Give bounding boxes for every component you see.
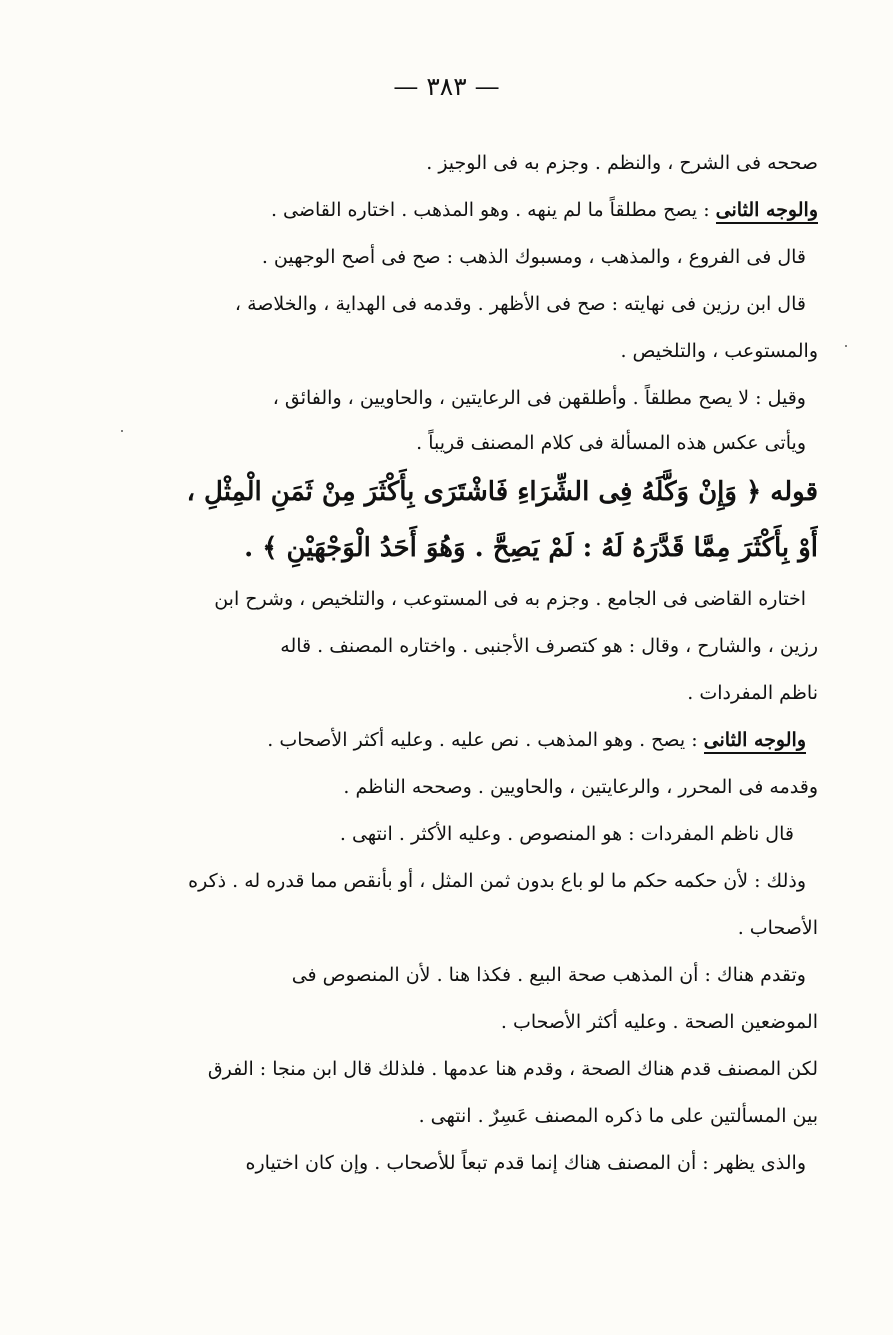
text-line: والذى يظهر : أن المصنف هناك إنما قدم تبعاً للأصحاب . وإن كان اختياره (245, 1152, 806, 1174)
text-line: بين المسألتين على ما ذكره المصنف عَسِرٌ . انتهى . (418, 1105, 818, 1127)
section-lead: والوجه الثانى (704, 729, 806, 754)
text-line: قال فى الفروع ، والمذهب ، ومسبوك الذهب : صح فى أصح الوجهين . (261, 246, 806, 268)
text-line: صححه فى الشرح ، والنظم . وجزم به فى الوجيز . (426, 152, 818, 174)
text-line: الموضعين الصحة . وعليه أكثر الأصحاب . (500, 1011, 818, 1033)
paper-speck (845, 345, 847, 347)
text-line: اختاره القاضى فى الجامع . وجزم به فى المستوعب ، والتلخيص ، وشرح ابن (214, 588, 806, 610)
text-line: وتقدم هناك : أن المذهب صحة البيع . فكذا هنا . لأن المنصوص فى (291, 964, 806, 986)
text-line: الأصحاب . (737, 917, 818, 939)
text-line: رزين ، والشارح ، وقال : هو كتصرف الأجنبى . واختاره المصنف . قاله (280, 635, 818, 657)
text-run: : يصح . وهو المذهب . نص عليه . وعليه أكثر الأصحاب . (267, 729, 698, 751)
text-line: وقيل : لا يصح مطلقاً . وأطلقهن فى الرعايتين ، والحاويين ، والفائق ، (272, 387, 806, 409)
text-line: وقدمه فى المحرر ، والرعايتين ، والحاويين . وصححه الناظم . (343, 776, 818, 798)
text-line: والمستوعب ، والتلخيص . (620, 340, 818, 362)
quoted-text-line: قوله ﴿ وَإِنْ وَكَّلَهُ فِى الشِّرَاءِ فَاشْتَرَى بِأَكْثَرَ مِنْ ثَمَنِ الْمِثْلِ ، (186, 477, 818, 507)
text-line (178, 717, 818, 764)
body-text (178, 140, 818, 1187)
quoted-text-line: أَوْ بِأَكْثَرَ مِمَّا قَدَّرَهُ لَهُ : لَمْ يَصِحَّ . وَهُوَ أَحَدُ الْوَجْهَيْنِ ﴾ . (244, 533, 818, 563)
text-line: قال ابن رزين فى نهايته : صح فى الأظهر . وقدمه فى الهداية ، والخلاصة ، (234, 293, 806, 315)
text-run: : يصح مطلقاً ما لم ينهه . وهو المذهب . اختاره القاضى . (270, 199, 710, 221)
text-line: لكن المصنف قدم هناك الصحة ، وقدم هنا عدمها . فلذلك قال ابن منجا : الفرق (207, 1058, 818, 1080)
text-line (178, 187, 818, 234)
paper-speck (121, 430, 123, 432)
section-lead: والوجه الثانى (716, 199, 818, 224)
text-line: قال ناظم المفردات : هو المنصوص . وعليه الأكثر . انتهى . (339, 823, 794, 845)
text-line: ناظم المفردات . (687, 682, 818, 704)
text-line: وذلك : لأن حكمه حكم ما لو باع بدون ثمن المثل ، أو بأنقص مما قدره له . ذكره (188, 870, 806, 892)
text-line: ويأتى عكس هذه المسألة فى كلام المصنف قريباً . (416, 432, 806, 454)
page-number: — ٣٨٣ — (393, 72, 500, 101)
